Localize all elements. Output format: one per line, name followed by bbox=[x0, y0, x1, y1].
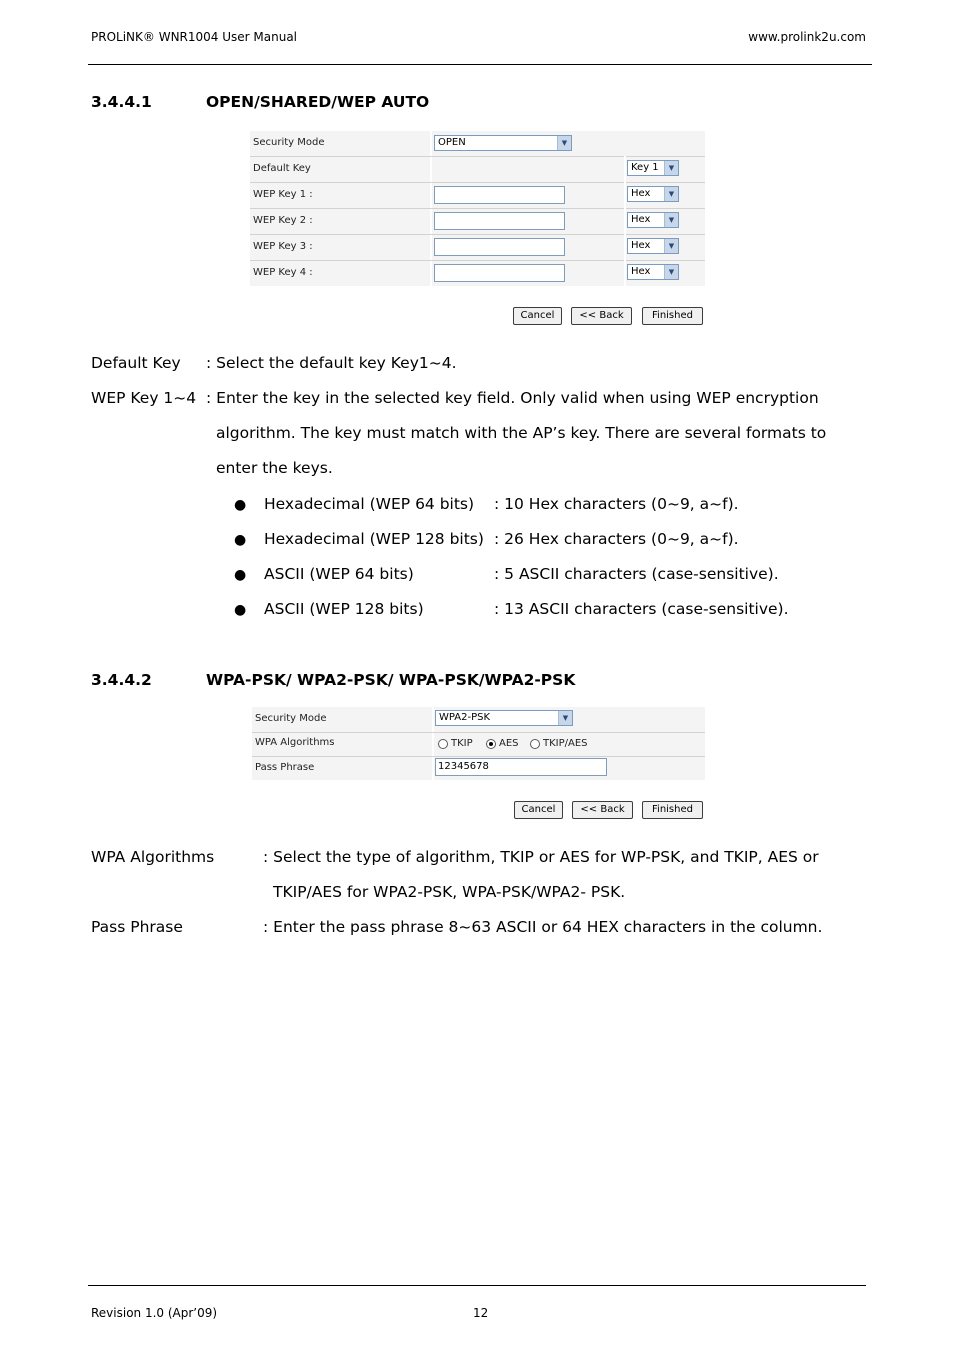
wep-key-label: WEP Key 3 : bbox=[253, 241, 313, 252]
cancel-button[interactable]: Cancel bbox=[514, 801, 563, 819]
wpa-algorithms-term: WPA Algorithms bbox=[91, 848, 215, 866]
radio-aes-label: AES bbox=[499, 738, 519, 749]
header-title: PROLiNK® WNR1004 User Manual bbox=[91, 30, 298, 44]
wep-key-label: WEP Key 2 : bbox=[253, 215, 313, 226]
wep-key-term: WEP Key 1~4 bbox=[91, 389, 197, 407]
wep-key-row bbox=[250, 208, 705, 235]
wpa-settings-form bbox=[252, 707, 705, 780]
section2-title: WPA-PSK/ WPA2-PSK/ WPA-PSK/WPA2-PSK bbox=[206, 671, 576, 689]
wep-key-input[interactable] bbox=[434, 264, 565, 282]
pass-phrase-desc: : Enter the pass phrase 8~63 ASCII or 64 HEX characters in the column. bbox=[263, 918, 823, 936]
cancel-button[interactable]: Cancel bbox=[513, 307, 562, 325]
radio-tkip[interactable] bbox=[438, 739, 448, 749]
security-mode-row bbox=[250, 131, 705, 157]
wep-key-input[interactable] bbox=[434, 212, 565, 230]
format-desc: : 10 Hex characters (0~9, a~f). bbox=[494, 495, 739, 513]
wpa-algorithms-row bbox=[252, 732, 705, 757]
bullet-icon: ● bbox=[234, 532, 247, 548]
footer-revision: Revision 1.0 (Apr’09) bbox=[91, 1306, 218, 1320]
section1-number: 3.4.4.1 bbox=[91, 93, 152, 111]
wep-key-label: WEP Key 4 : bbox=[253, 267, 313, 278]
chevron-down-icon: ▼ bbox=[664, 265, 678, 279]
format-name: Hexadecimal (WEP 64 bits) bbox=[264, 495, 475, 513]
wep-key-input[interactable] bbox=[434, 186, 565, 204]
wep-key-format-select[interactable]: Hex ▼ bbox=[627, 186, 679, 202]
radio-tkip-aes-label: TKIP/AES bbox=[543, 738, 588, 749]
page-number: 12 bbox=[473, 1306, 489, 1320]
pass-phrase-term: Pass Phrase bbox=[91, 918, 183, 936]
security-mode-row bbox=[252, 707, 705, 733]
finished-button[interactable]: Finished bbox=[642, 307, 703, 325]
wep-key-format-select[interactable]: Hex ▼ bbox=[627, 264, 679, 280]
pass-phrase-input[interactable]: 12345678 bbox=[435, 758, 607, 776]
format-name: ASCII (WEP 128 bits) bbox=[264, 600, 424, 618]
wep-key-desc-line2: algorithm. The key must match with the AP’s key. There are several formats to bbox=[216, 424, 827, 442]
security-mode-select[interactable]: OPEN ▼ bbox=[434, 135, 572, 151]
format-name: Hexadecimal (WEP 128 bits) bbox=[264, 530, 484, 548]
header-url: www.prolink2u.com bbox=[748, 30, 866, 44]
pass-phrase-row bbox=[252, 756, 705, 780]
header-rule bbox=[88, 64, 872, 65]
chevron-down-icon: ▼ bbox=[557, 136, 571, 150]
bullet-icon: ● bbox=[234, 497, 247, 513]
wep-key-row bbox=[250, 260, 705, 286]
format-desc: : 5 ASCII characters (case-sensitive). bbox=[494, 565, 779, 583]
chevron-down-icon: ▼ bbox=[664, 187, 678, 201]
back-button[interactable]: << Back bbox=[572, 801, 633, 819]
chevron-down-icon: ▼ bbox=[664, 213, 678, 227]
default-key-label: Default Key bbox=[253, 163, 311, 174]
bullet-icon: ● bbox=[234, 567, 247, 583]
finished-button[interactable]: Finished bbox=[642, 801, 703, 819]
section2-number: 3.4.4.2 bbox=[91, 671, 152, 689]
wpa-algorithms-desc-line1: : Select the type of algorithm, TKIP or AES for WP-PSK, and TKIP, AES or bbox=[263, 848, 819, 866]
radio-aes[interactable] bbox=[486, 739, 496, 749]
back-button[interactable]: << Back bbox=[571, 307, 632, 325]
chevron-down-icon: ▼ bbox=[558, 711, 572, 725]
default-key-select[interactable]: Key 1 ▼ bbox=[627, 160, 679, 176]
chevron-down-icon: ▼ bbox=[664, 239, 678, 253]
security-mode-label: Security Mode bbox=[255, 713, 327, 724]
wep-key-format-select[interactable]: Hex ▼ bbox=[627, 212, 679, 228]
security-mode-select[interactable]: WPA2-PSK ▼ bbox=[435, 710, 573, 726]
wep-settings-form bbox=[250, 131, 705, 286]
default-key-term: Default Key bbox=[91, 354, 181, 372]
wpa-algorithms-desc-line2: TKIP/AES for WPA2-PSK, WPA-PSK/WPA2- PSK. bbox=[273, 883, 626, 901]
wep-key-label: WEP Key 1 : bbox=[253, 189, 313, 200]
wep-key-input[interactable] bbox=[434, 238, 565, 256]
footer-rule bbox=[88, 1285, 866, 1286]
format-name: ASCII (WEP 64 bits) bbox=[264, 565, 414, 583]
wep-key-desc-line1: : Enter the key in the selected key field. Only valid when using WEP encryption bbox=[206, 389, 819, 407]
default-key-desc: : Select the default key Key1~4. bbox=[206, 354, 457, 372]
radio-tkip-aes[interactable] bbox=[530, 739, 540, 749]
section1-title: OPEN/SHARED/WEP AUTO bbox=[206, 93, 430, 111]
bullet-icon: ● bbox=[234, 602, 247, 618]
wep-key-row bbox=[250, 182, 705, 209]
default-key-row bbox=[250, 156, 705, 183]
wep-key-format-select[interactable]: Hex ▼ bbox=[627, 238, 679, 254]
chevron-down-icon: ▼ bbox=[664, 161, 678, 175]
radio-tkip-label: TKIP bbox=[451, 738, 473, 749]
wep-key-desc-line3: enter the keys. bbox=[216, 459, 333, 477]
pass-phrase-label: Pass Phrase bbox=[255, 762, 315, 773]
format-desc: : 26 Hex characters (0~9, a~f). bbox=[494, 530, 739, 548]
security-mode-label: Security Mode bbox=[253, 137, 325, 148]
format-desc: : 13 ASCII characters (case-sensitive). bbox=[494, 600, 789, 618]
wep-key-row bbox=[250, 234, 705, 261]
wpa-algorithms-label: WPA Algorithms bbox=[255, 737, 335, 748]
